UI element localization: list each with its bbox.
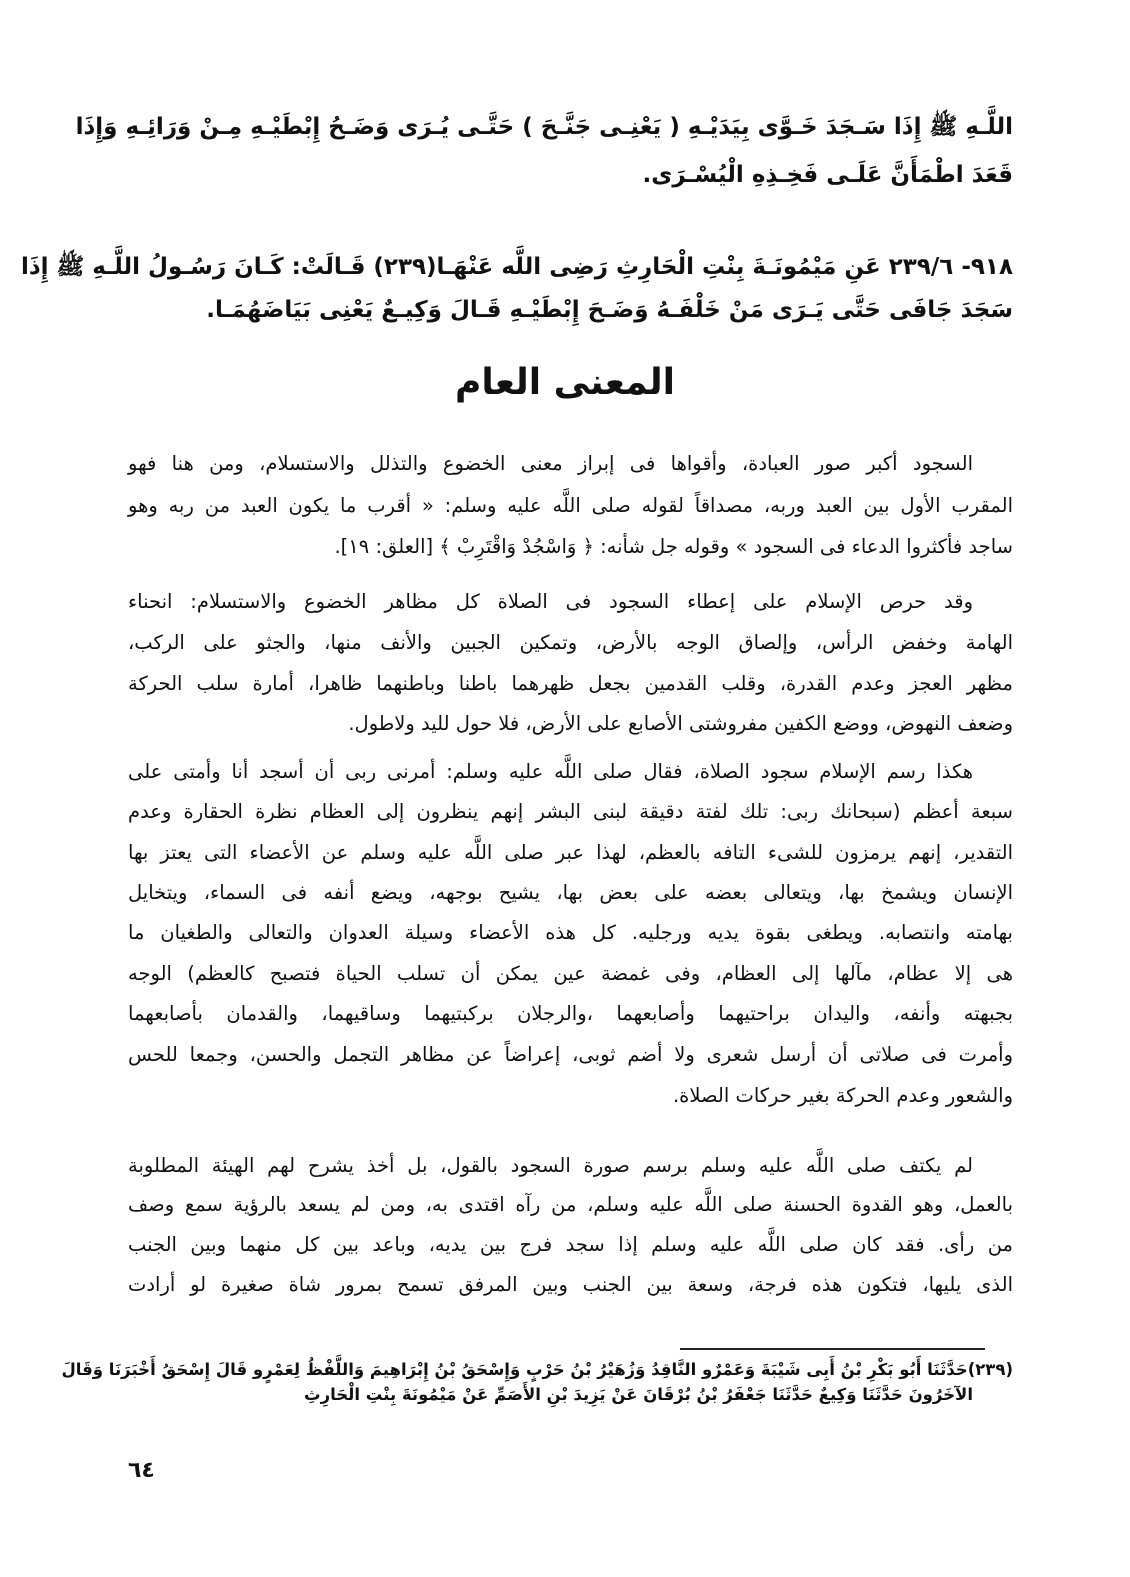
- text-line: الهامة وخفض الرأس، وإلصاق الوجه بالأرض، وتمكين الجبين والأنف منها، والجثو على الركب،: [128, 631, 1013, 654]
- text-line: من رأى. فقد كان صلى اللَّه عليه وسلم إذا سجد فرج بين يديه، وباعد بين كل منهما وبين الجنب: [128, 1233, 1013, 1256]
- text-line: لم يكتف صلى اللَّه عليه وسلم برسم صورة السجود بالقول، بل أخذ يشرح لهم الهيئة المطلوبة: [128, 1154, 973, 1177]
- text-line: هكذا رسم الإسلام سجود الصلاة، فقال صلى اللَّه عليه وسلم: أمرنى ربى أن أسجد أنا وأمتى على: [128, 760, 973, 783]
- text-line: الإنسان ويشمخ بها، ويتعالى بعضه على بعض بها، يشيح بوجهه، ويضع أنفه فى السماء، ويتخايل: [128, 881, 1013, 904]
- text-line: بالعمل، وهو القدوة الحسنة صلى اللَّه عليه وسلم، من رآه اقتدى به، ومن لم يسعد بالرؤية سمع وصف: [128, 1193, 1013, 1216]
- section-title: المعنى العام: [454, 362, 676, 403]
- text-line: سبعة أعظم (سبحانك ربى: تلك لفتة دقيقة لبنى البشر إنهم ينظرون إلى العظام نظرة الحقارة وعدم: [128, 800, 1013, 823]
- text-line: والشعور وعدم الحركة بغير حركات الصلاة.: [672, 1084, 1013, 1107]
- text-line: وضعف النهوض، ووضع الكفين مفروشتى الأصابع على الأرض، فلا حول لليد ولاطول.: [348, 712, 1013, 735]
- footnote-line: الآخَرُونَ حَدَّثَنَا وَكِيعٌ حَدَّثَنَا جَعْفَرُ بْنُ بُرْقَانَ عَنْ يَزِيدَ بْنِ الأَصَمِّ عَنْ مَيْمُونَةَ بِنْتِ الْحَارِثِ: [303, 1385, 973, 1404]
- text-line: قَعَدَ اطْمَأَنَّ عَلَـى فَخِـذِهِ الْيُسْـرَى.: [642, 162, 1013, 188]
- text-line: بهامته وانتصابه. ويطغى بقوة يديه ورجليه. كل هذه الأعضاء وسيلة العدوان والتعالى والطغيان ما: [128, 921, 1013, 944]
- footnote-line: (٢٣٩)حَدَّثَنَا أَبُو بَكْرِ بْنُ أَبِى شَيْبَةَ وَعَمْرٌو النَّاقِدُ وَزُهَيْرُ بْنُ حَرْبٍ وَإِسْحَقُ بْنُ إِبْرَاهِيمَ وَاللَّفْظُ لِعَمْرٍو قَالَ إِسْحَقُ أَخْبَرَنَا وَقَالَ: [61, 1360, 1013, 1379]
- text-line: هى إلا عظام، مآلها إلى العظام، وفى غمضة عين يمكن أن تسلب الحياة فتصبح كالعظم) الوجه: [128, 962, 1013, 985]
- text-line: الذى يليها، فتكون هذه فرجة، وسعة بين الجنب وبين المرفق تسمح بمرور شاة صغيرة لو أرادت: [128, 1273, 1013, 1296]
- text-line: التقدير، إنهم يرمزون للشىء التافه بالعظم، لهذا عبر صلى اللَّه عليه وسلم عن الأعضاء التى يعتز بها: [128, 841, 1013, 864]
- text-line: ساجد فأكثروا الدعاء فى السجود » وقوله جل شأنه: ﴿ وَاسْجُدْ وَاقْتَرِبْ ﴾ [العلق: ١٩].: [334, 535, 1013, 558]
- text-line: المقرب الأول بين العبد وربه، مصداقاً لقوله صلى اللَّه عليه وسلم: « أقرب ما يكون العبد من ربه وهو: [128, 494, 1013, 517]
- text-line: وقد حرص الإسلام على إعطاء السجود فى الصلاة كل مظاهر الخضوع والاستسلام: انحناء: [128, 590, 973, 613]
- text-line: اللَّـهِ ﷺ إِذَا سَـجَدَ خَـوَّى بِيَدَيْـهِ ( يَعْنِـى جَنَّـحَ ) حَتَّـى يُـرَى وَضَـحُ إِبْطَيْـهِ مِـنْ وَرَائِـهِ وَإِذَا: [75, 114, 1013, 140]
- page-number: ٦٤: [128, 1458, 155, 1483]
- text-line: سَجَدَ جَافَى حَتَّى يَـرَى مَنْ خَلْفَـهُ وَضَـحَ إِبْطَيْـهِ قَـالَ وَكِيـعٌ يَعْنِى بَيَاضَهُمَـا.: [206, 297, 1013, 323]
- text-line: وأمرت فى صلاتى أن أرسل شعرى ولا أضم ثوبى، إعراضاً عن مظاهر التجمل والحسن، وجمعا للحس: [128, 1043, 1013, 1066]
- text-line: السجود أكبر صور العبادة، وأقواها فى إبراز معنى الخضوع والتذلل والاستسلام، ومن هنا فهو: [128, 452, 973, 475]
- text-line: بجبهته وأنفه، واليدان براحتيهما وأصابعهما ،والرجلان بركبتيهما وساقيهما، والقدمان بأصابعهما: [128, 1002, 1013, 1025]
- text-line: مظهر العجز وعدم القدرة، وقلب القدمين بجعل ظهرهما باطنا وباطنهما ظاهرا، أمارة سلب الحركة: [128, 672, 1013, 695]
- text-line: ٩١٨- ٢٣٩/٦ عَنِ مَيْمُونَـةَ بِنْتِ الْحَارِثِ رَضِى اللَّه عَنْهَـا(٢٣٩) قَـالَتْ: كَـانَ رَسُـولُ اللَّـهِ ﷺ إِذَا: [20, 254, 1013, 280]
- footnote-divider: [680, 1348, 985, 1350]
